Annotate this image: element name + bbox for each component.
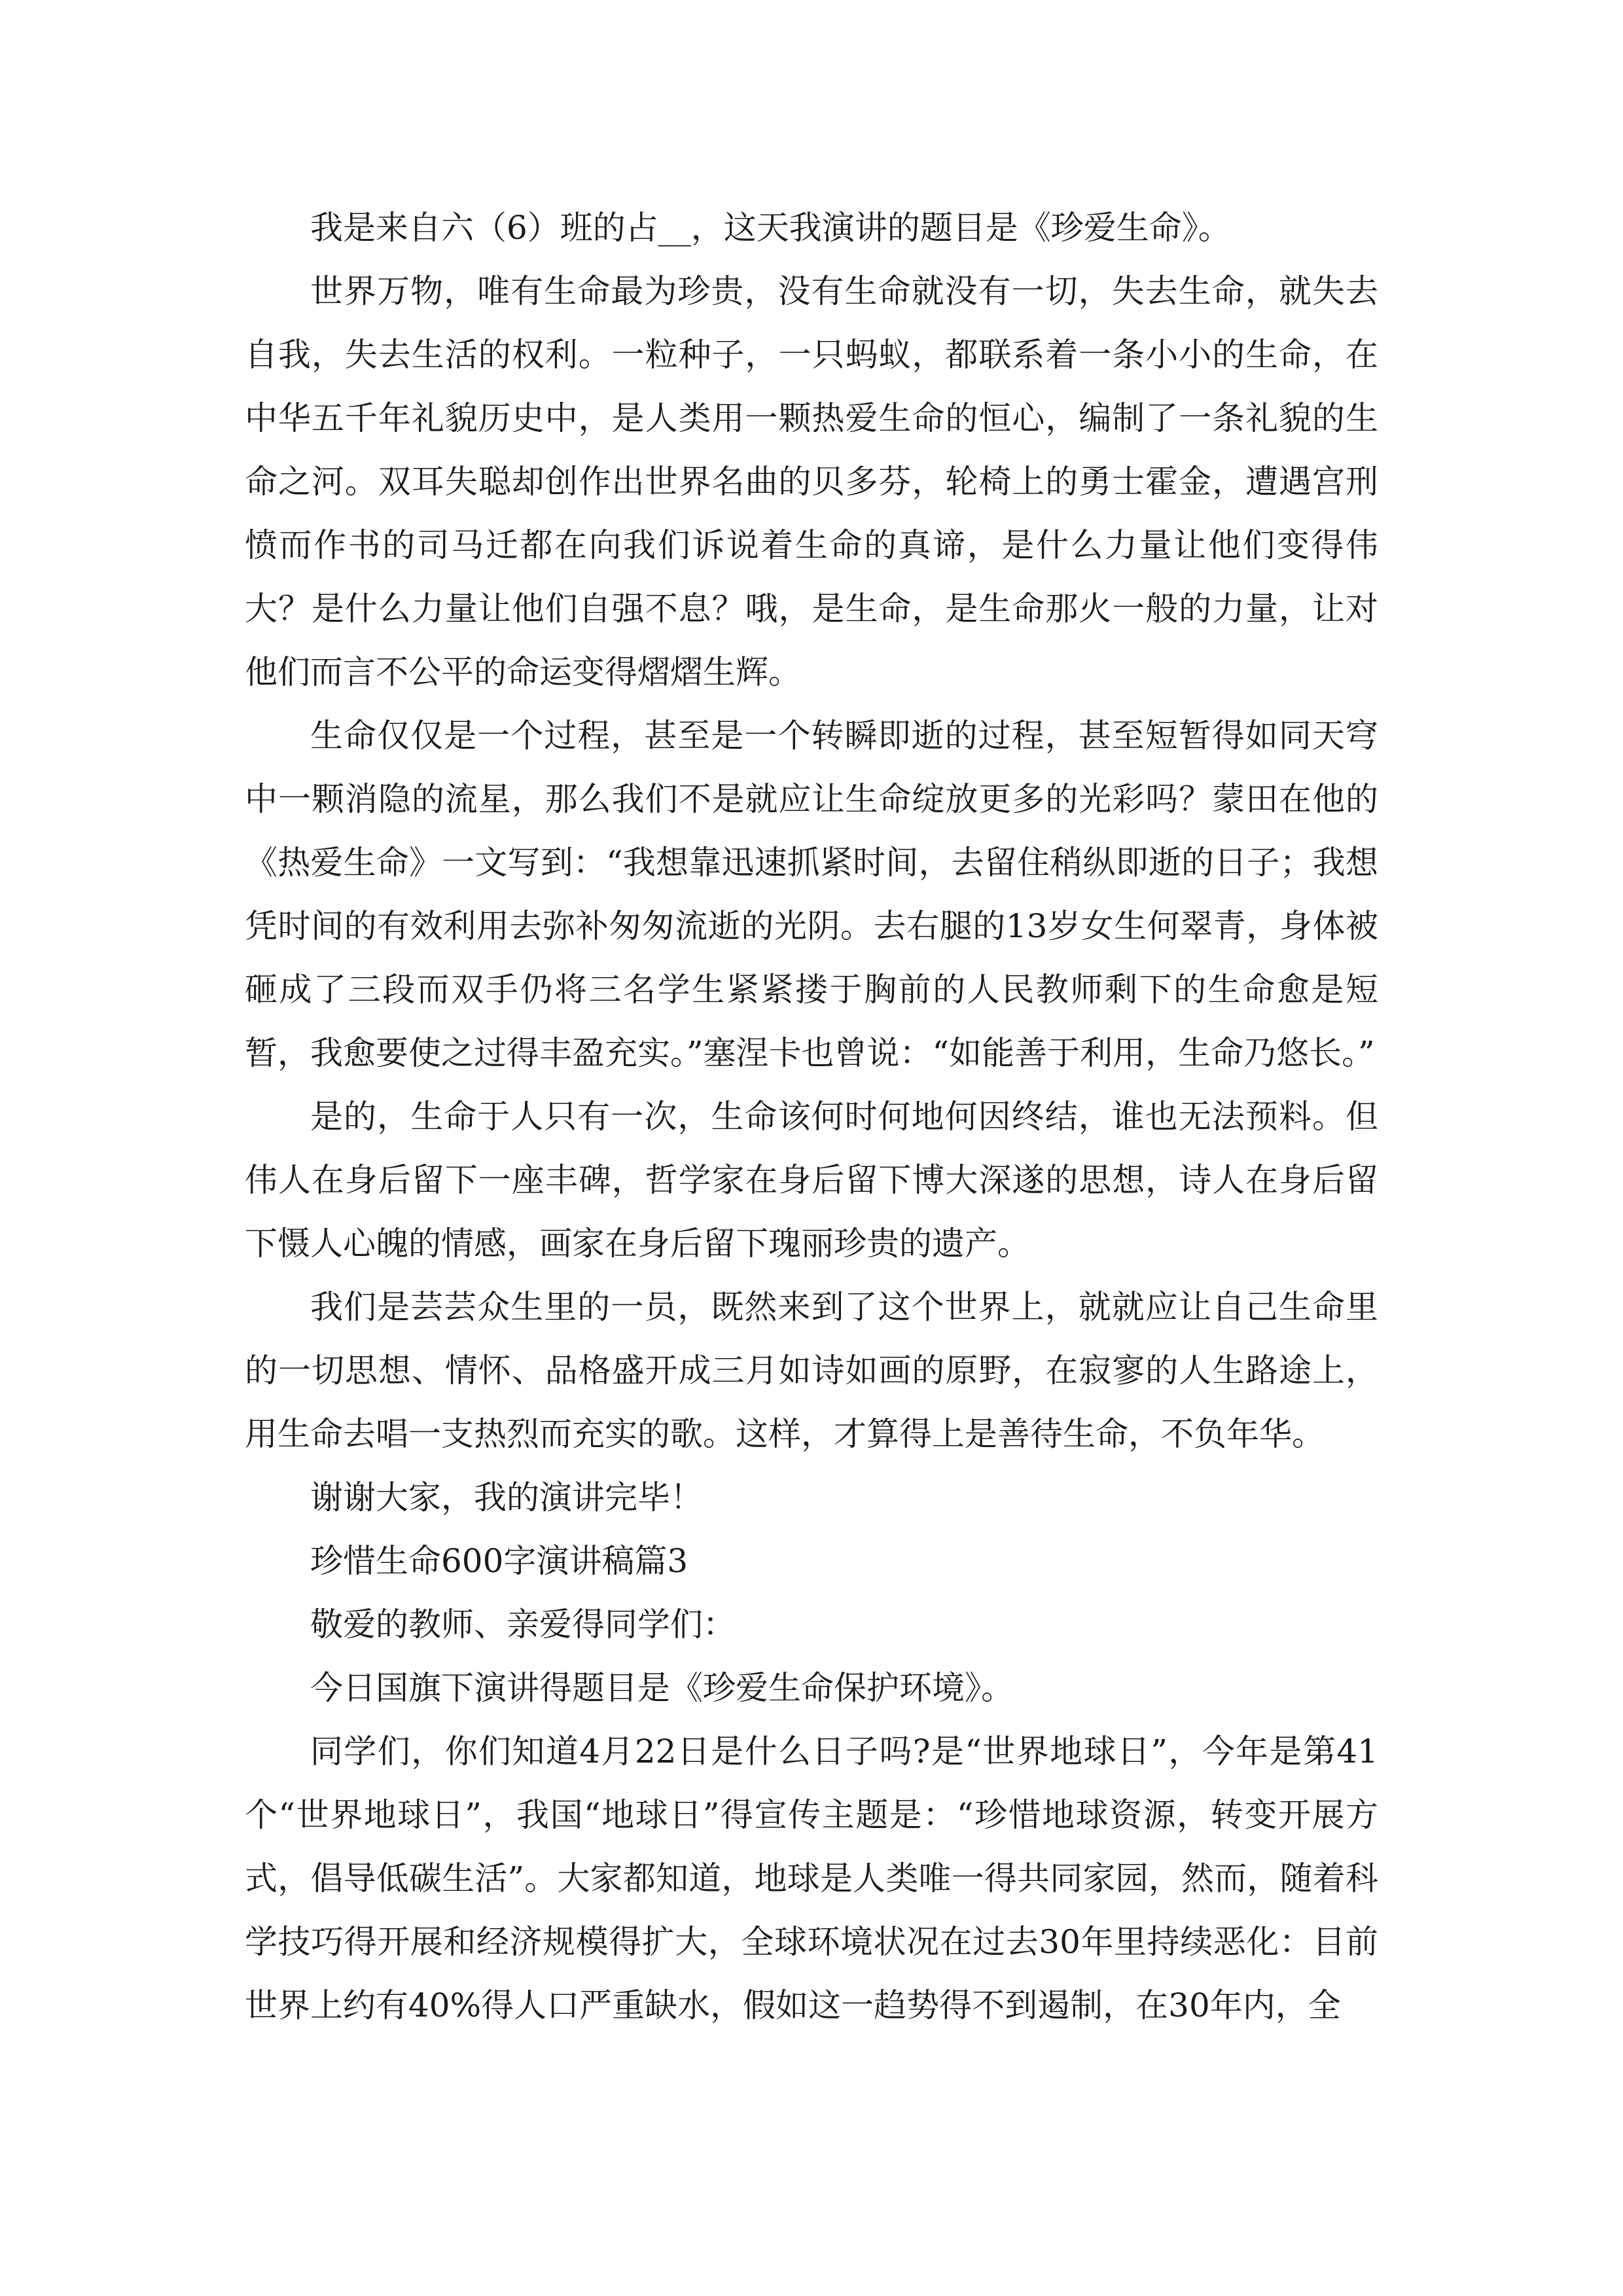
paragraph-greeting: 敬爱的教师、亲爱得同学们： [310,1605,736,1643]
paragraph-thanks: 谢谢大家，我的演讲完毕！ [310,1479,703,1516]
paragraph-life-process: 生命仅仅是一个过程，甚至是一个转瞬即逝的过程，甚至短暂得如同天穹中一颗消隐的流星，那么我们不是就应让生命绽放更多的光彩吗？蒙田在他的《热爱生命》一文写到：“我想靠迅速抓紧时间，去留住稍纵即逝的日子；我想凭时间的有效利用去弥补匆匆流逝的光阴。去右腿的13岁女生何翠青，身体被砸成了三段而双手仍将三名学生紧紧搂于胸前的人民教师剩下的生命愈是短暂，我愈要使之过得丰盈充实。”塞涅卡也曾说：“如能善于利用，生命乃悠长。” [245,717,1378,1072]
paragraph-life-precious: 世界万物，唯有生命最为珍贵，没有生命就没有一切，失去生命，就失去自我，失去生活的权利。一粒种子，一只蚂蚁，都联系着一条小小的生命，在中华五千年礼貌历史中，是人类用一颗热爱生命的恒心，编制了一条礼貌的生命之河。双耳失聪却创作出世界名曲的贝多芬，轮椅上的勇士霍金，遭遇宫刑愤而作书的司马迁都在向我们诉说着生命的真谛，是什么力量让他们变得伟大？是什么力量让他们自强不息？哦，是生命，是生命那火一般的力量，让对他们而言不公平的命运变得熠熠生辉。 [245,272,1378,691]
paragraph-we-are: 我们是芸芸众生里的一员，既然来到了这个世界上，就就应让自己生命里的一切思想、情怀、品格盛开成三月如诗如画的原野，在寂寥的人生路途上，用生命去唱一支热烈而充实的歌。这样，才算得上是善待生命，不负年华。 [245,1288,1378,1453]
section-heading: 珍惜生命600字演讲稿篇3 [310,1542,688,1580]
paragraph-intro: 我是来自六（6）班的占__，这天我演讲的题目是《珍爱生命》。 [310,209,1231,247]
paragraph-topic: 今日国旗下演讲得题目是《珍爱生命保护环境》。 [310,1669,1014,1707]
document-page [245,196,1378,2037]
paragraph-earth-day: 同学们，你们知道4月22日是什么日子吗?是“世界地球日”，今年是第41个“世界地球日”，我国“地球日”得宣传主题是：“珍惜地球资源，转变开展方式，倡导低碳生活”。大家都知道，地球是人类唯一得共同家园，然而，随着科学技巧得开展和经济规模得扩大，全球环境状况在过去30年里持续恶化：目前世界上约有40%得人口严重缺水，假如这一趋势得不到遏制，在30年内，全 [245,1732,1378,2024]
paragraph-life-once: 是的，生命于人只有一次，生命该何时何地何因终结，谁也无法预料。但伟人在身后留下一座丰碑，哲学家在身后留下博大深遂的思想，诗人在身后留下慑人心魄的情感，画家在身后留下瑰丽珍贵的遗产。 [245,1098,1378,1263]
